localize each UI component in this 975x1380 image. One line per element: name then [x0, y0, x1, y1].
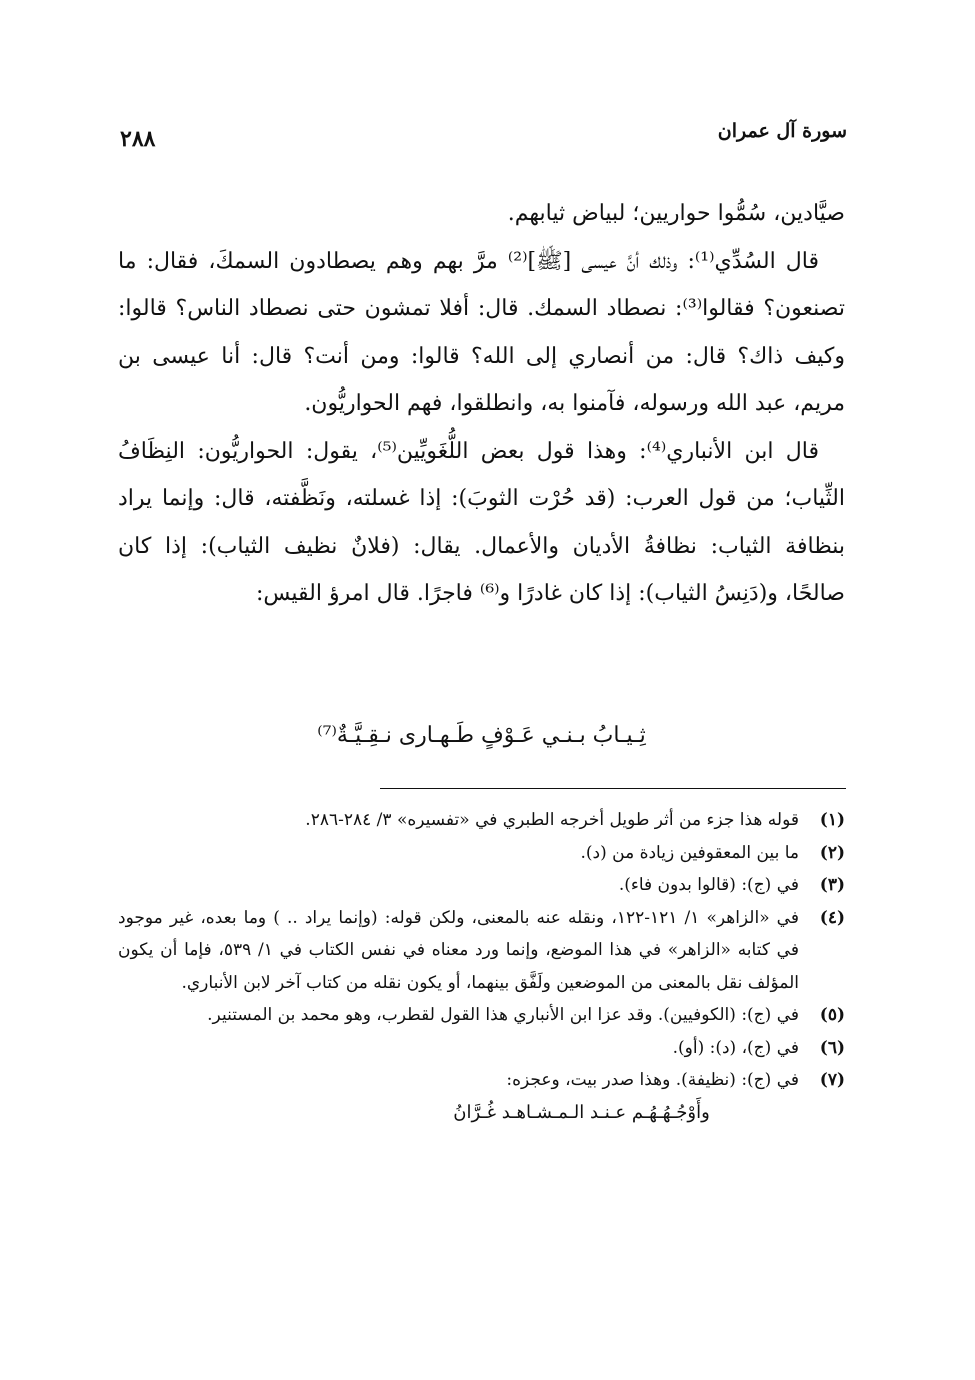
paragraph-2: قال السُدِّي⁽¹⁾: وذلك أنَّ عيسى [ﷺ]⁽²⁾ مرَّ بهم وهم يصطادون السمكَ، فقال: ما تصنعون؟ فقالوا⁽³⁾: نصطاد السمك. قال: أفلا تمشون حتى نصطاد الناس؟ قالوا: وكيف ذاك؟ قال: من أنصاري إلى الله؟ قالوا: ومن أنت؟ قال: أنا عيسى بن مريم، عبد الله ورسوله، فآمنوا به، وانطلقوا، فهم الحواريُّون.	[118, 248, 846, 416]
footnote-number: (٦)	[819, 1037, 845, 1058]
footnote-text: قوله هذا جزء من أثر طويل أخرجه الطبري في «تفسيره» ٣/ ٢٨٤-٢٨٦.	[305, 810, 799, 830]
footnote-item	[118, 999, 845, 1032]
footnote-text: في (ج)، (د): (أو).	[672, 1037, 799, 1058]
footnote-text: ما بين المعقوفين زيادة من (د).	[580, 842, 799, 863]
footnote-text: في «الزاهر» ١/ ١٢١-١٢٢، ونقله عنه بالمعنى، ولكن قوله: (وإنما يراد .. ) وما بعده، غير موجود في كتابه «الزاهر» في هذا الموضع، وإنما ورد معناه في نفس الكتاب في ١/ ٥٣٩، فإما أن يكون المؤلف نقل بالمعنى من الموضعين ولَفَّق بينهما، أو يكون نقله من كتاب آخر لابن الأنباري.	[118, 907, 799, 993]
footnote-item	[118, 1032, 845, 1065]
footnote-text: في (ج): (نظيفة). وهذا صدر بيت، وعجزه:	[506, 1070, 799, 1090]
paragraph-3: قال ابن الأنباري⁽⁴⁾: وهذا قول بعض اللُّغَويِّين⁽⁵⁾، يقول: الحواريُّون: النِظَافُ الثِّياب؛ من قول العرب: (قد حُرْت الثوبَ): إذا غسلته، ونَظَّفته، قال: وإنما يراد بنظافة الثياب: نظافةُ الأديان والأعمال. يقال: (فلانٌ نظيف الثياب): إذا كان صالحًا، و(دَنِسُ الثياب): إذا كان غادرًا و⁽⁶⁾ فاجرًا. قال امرؤ القيس:	[118, 438, 845, 606]
main-text	[118, 190, 845, 618]
footnote-number: (٥)	[819, 1005, 845, 1025]
footnote-number: (٢)	[819, 842, 845, 863]
footnote-item	[118, 902, 845, 1000]
paragraph-1: صيَّادين، سُمُّوا حواريين؛ لبياض ثيابهم.	[507, 201, 845, 226]
footnote-item	[118, 869, 845, 902]
footnote-divider	[380, 788, 846, 789]
surah-title: سورة آل عمران	[717, 120, 847, 142]
footnote-number: (٧)	[819, 1070, 845, 1090]
footnote-number: (١)	[819, 810, 845, 830]
footnote-verse: وأَوْجُـهُـهُـم عـنـد الـمـشـاهـد غُـرَّانُ	[453, 1101, 710, 1123]
page-header	[118, 112, 857, 152]
page-number: ٢٨٨	[120, 126, 156, 152]
footnote-number: (٤)	[819, 907, 845, 928]
poetry-verse: ثِـيـابُ بـنـي عَـوْفٍ طَـهـارى نـقِـيَّـةٌ⁽⁷⁾	[317, 723, 646, 748]
footnote-text: في (ج): (قالوا بدون فاء).	[618, 875, 799, 895]
footnote-item	[118, 837, 845, 870]
footnotes	[118, 804, 845, 1129]
footnote-number: (٣)	[819, 875, 845, 895]
footnote-item	[118, 804, 845, 837]
footnote-text: في (ج): (الكوفيين). وقد عزا ابن الأنباري هذا القول لقطرب، وهو محمد بن المستنير.	[207, 1005, 799, 1025]
footnote-item	[118, 1064, 845, 1097]
